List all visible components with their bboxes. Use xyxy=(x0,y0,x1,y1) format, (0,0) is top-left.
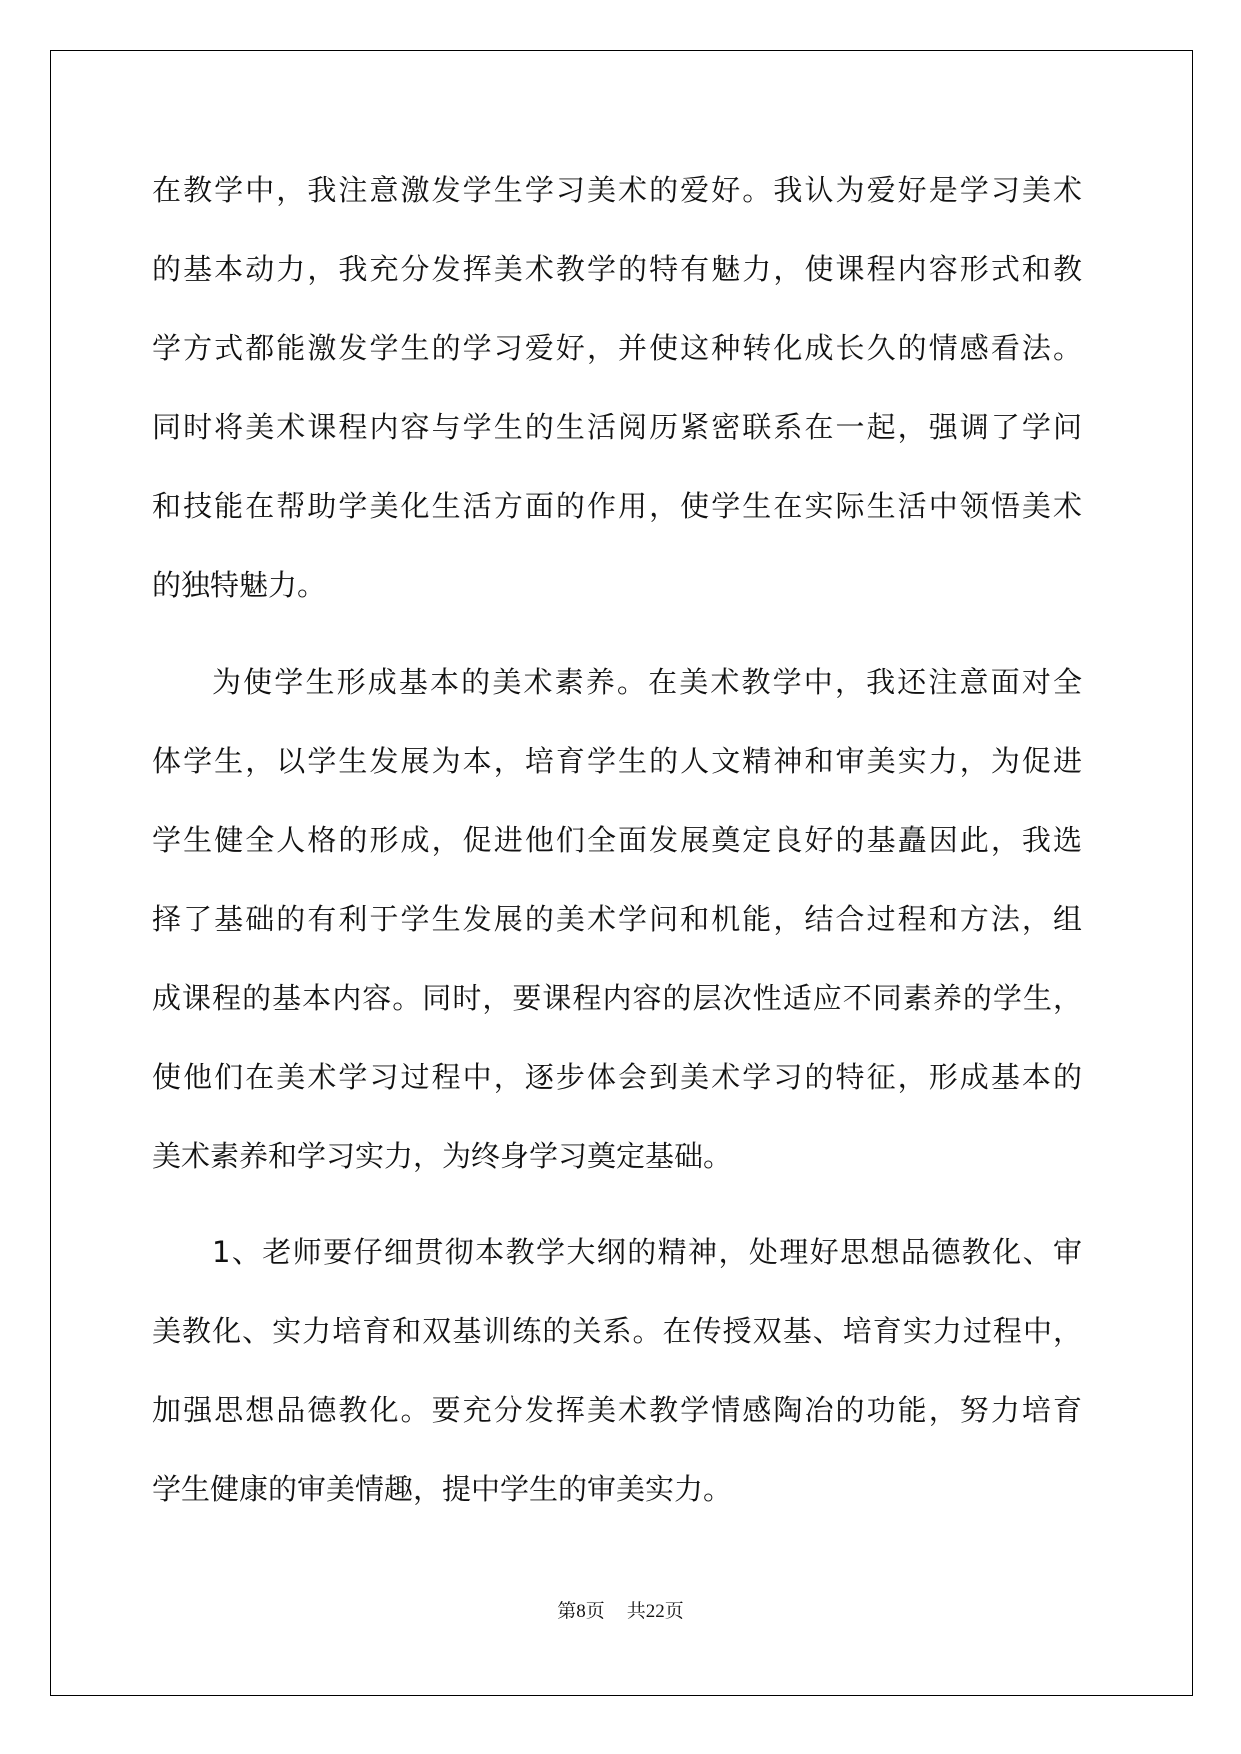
paragraph-line: 使他们在美术学习过程中，逐步体会到美术学习的特征，形成基本的 xyxy=(152,1060,1082,1094)
paragraph-line: 为使学生形成基本的美术素养。在美术教学中，我还注意面对全 xyxy=(212,665,1082,699)
page-border xyxy=(50,50,1193,1696)
paragraph-line: 美教化、实力培育和双基训练的关系。在传授双基、培育实力过程中， xyxy=(152,1314,1082,1348)
paragraph-line: 体学生，以学生发展为本，培育学生的人文精神和审美实力，为促进 xyxy=(152,744,1082,778)
paragraph-line: 加强思想品德教化。要充分发挥美术教学情感陶冶的功能，努力培育 xyxy=(152,1393,1082,1427)
paragraph-line: 学生健康的审美情趣，提中学生的审美实力。 xyxy=(152,1472,733,1506)
paragraph-line: 的基本动力，我充分发挥美术教学的特有魅力，使课程内容形式和教 xyxy=(152,252,1082,286)
page-number: 第8页 xyxy=(557,1601,605,1622)
paragraph-line: 和技能在帮助学美化生活方面的作用，使学生在实际生活中领悟美术 xyxy=(152,489,1082,523)
paragraph-line: 同时将美术课程内容与学生的生活阅历紧密联系在一起，强调了学问 xyxy=(152,410,1082,444)
paragraph-line: 的独特魅力。 xyxy=(152,568,327,602)
page-footer xyxy=(0,1600,1241,1624)
paragraph-line: 在教学中，我注意激发学生学习美术的爱好。我认为爱好是学习美术 xyxy=(152,173,1082,207)
paragraph-line: 成课程的基本内容。同时，要课程内容的层次性适应不同素养的学生， xyxy=(152,981,1082,1015)
paragraph-line: 美术素养和学习实力，为终身学习奠定基础。 xyxy=(152,1139,733,1173)
paragraph-line: 学生健全人格的形成，促进他们全面发展奠定良好的基矗因此，我选 xyxy=(152,823,1082,857)
paragraph-line: 择了基础的有利于学生发展的美术学问和机能，结合过程和方法，组 xyxy=(152,902,1082,936)
page-total: 共22页 xyxy=(626,1601,684,1622)
paragraph-line: 学方式都能激发学生的学习爱好，并使这种转化成长久的情感看法。 xyxy=(152,331,1082,365)
paragraph-line: 1、老师要仔细贯彻本教学大纲的精神，处理好思想品德教化、审 xyxy=(212,1235,1082,1269)
